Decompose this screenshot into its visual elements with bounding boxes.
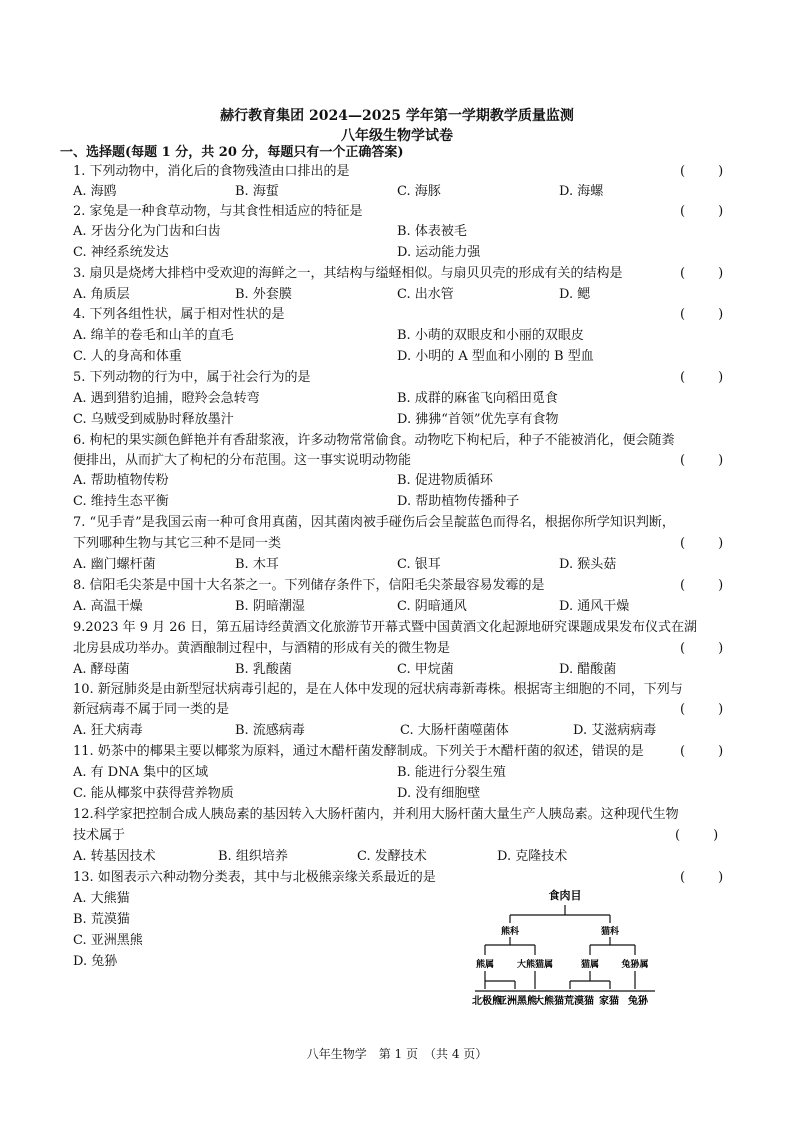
option-b: B. 阴暗潮湿 xyxy=(235,599,305,614)
option-c: C. 能从椰浆中获得营养物质 xyxy=(73,786,234,801)
question-stem: 11. 奶茶中的椰果主要以椰浆为原料，通过木醋杆菌发酵制成。下列关于木醋杆菌的叙述，错误的是 xyxy=(73,744,644,759)
question-stem: 2. 家兔是一种食草动物，与其食性相适应的特征是 xyxy=(73,204,363,219)
option-c: C. 海豚 xyxy=(397,184,441,199)
question-stem-cont: 下列哪种生物与其它三种不是同一类 xyxy=(73,536,282,551)
option-a: A. 幽门螺杆菌 xyxy=(73,557,156,572)
option-b: B. 小萌的双眼皮和小丽的双眼皮 xyxy=(397,328,584,343)
answer-paren: ( ) xyxy=(680,453,724,468)
option-d: D. 小明的 A 型血和小刚的 B 型血 xyxy=(397,349,594,364)
option-d: D. 海螺 xyxy=(559,184,604,199)
question-stem-cont: 便排出，从而扩大了枸杞的分布范围。这一事实说明动物能 xyxy=(73,453,412,468)
option-b: B. 能进行分裂生殖 xyxy=(397,765,506,780)
option-c: C. 出水管 xyxy=(397,287,454,302)
option-c: C. 甲烷菌 xyxy=(397,662,454,677)
option-b: B. 组织培养 xyxy=(218,849,288,864)
option-b: B. 体表被毛 xyxy=(397,224,467,239)
question-stem: 3. 扇贝是烧烤大排档中受欢迎的海鲜之一，其结构与缢蛏相似。与扇贝贝壳的形成有关的结构是 xyxy=(73,266,623,281)
option-a: A. 角质层 xyxy=(73,287,130,302)
question-stem: 7. “见手青”是我国云南一种可食用真菌，因其菌肉被手碰伤后会呈靛蓝色而得名，根据你所学知识判断， xyxy=(73,515,675,530)
option-a: A. 大熊猫 xyxy=(73,891,130,906)
option-a: A. 帮助植物传粉 xyxy=(73,473,169,488)
option-a: A. 牙齿分化为门齿和臼齿 xyxy=(73,224,221,239)
answer-paren: ( ) xyxy=(680,744,724,759)
option-b: B. 乳酸菌 xyxy=(235,662,292,677)
tree-species: 大熊猫 xyxy=(534,996,564,1007)
answer-paren: ( ) xyxy=(680,870,724,885)
option-d: D. 没有细胞壁 xyxy=(397,786,481,801)
tree-family: 猫科 xyxy=(600,927,620,937)
question-stem: 6. 枸杞的果实颜色鲜艳并有香甜浆液，许多动物常常偷食。动物吃下枸杞后，种子不能被消化，便会随粪 xyxy=(73,433,675,448)
option-a: A. 海鸥 xyxy=(73,184,117,199)
option-c: C. 神经系统发达 xyxy=(73,245,169,260)
option-a: A. 高温干燥 xyxy=(73,599,143,614)
answer-paren: ( ) xyxy=(680,204,724,219)
option-d: D. 鳃 xyxy=(559,287,591,302)
option-d: D. 运动能力强 xyxy=(397,245,481,260)
answer-paren: ( ) xyxy=(680,578,724,593)
tree-species: 兔狲 xyxy=(628,996,648,1007)
tree-root: 食肉目 xyxy=(548,889,582,902)
question-stem: 5. 下列动物的行为中，属于社会行为的是 xyxy=(73,370,311,385)
option-c: C. 大肠杆菌噬菌体 xyxy=(400,723,509,738)
option-b: B. 外套膜 xyxy=(235,287,292,302)
tree-species: 北极熊 xyxy=(472,996,502,1007)
question-stem-cont: 北房县成功举办。黄酒酿制过程中，与酒精的形成有关的微生物是 xyxy=(73,641,451,656)
tree-genus: 兔狲属 xyxy=(621,960,649,970)
option-d: D. 帮助植物传播种子 xyxy=(397,494,520,509)
exam-title: 赫行教育集团 2024—2025 学年第一学期教学质量监测 xyxy=(220,108,574,124)
option-d: D. 醋酸菌 xyxy=(559,662,617,677)
option-d: D. 通风干燥 xyxy=(559,599,630,614)
answer-paren: ( ) xyxy=(680,370,724,385)
tree-family: 熊科 xyxy=(500,927,520,937)
question-stem-cont: 技术属于 xyxy=(73,828,126,843)
question-stem: 13. 如图表示六种动物分类表，其中与北极熊亲缘关系最近的是 xyxy=(73,870,436,885)
option-b: B. 荒漠猫 xyxy=(73,912,130,927)
option-a: A. 酵母菌 xyxy=(73,662,130,677)
option-a: A. 转基因技术 xyxy=(73,849,156,864)
option-c: C. 维持生态平衡 xyxy=(73,494,169,509)
tree-genus: 大熊猫属 xyxy=(516,960,554,970)
answer-paren: ( ) xyxy=(680,266,724,281)
option-a: A. 有 DNA 集中的区域 xyxy=(73,765,209,780)
option-d: D. 狒狒“首领”优先享有食物 xyxy=(397,412,559,427)
tree-species: 荒漠猫 xyxy=(564,996,594,1007)
tree-species: 亚洲黑熊 xyxy=(497,996,537,1007)
question-stem: 4. 下列各组性状，属于相对性状的是 xyxy=(73,307,285,322)
answer-paren: ( ) xyxy=(680,536,724,551)
tree-species: 家猫 xyxy=(599,996,619,1007)
option-d: D. 猴头菇 xyxy=(559,557,617,572)
option-b: B. 流感病毒 xyxy=(235,723,305,738)
answer-paren: ( ) xyxy=(680,641,724,656)
option-c: C. 发酵技术 xyxy=(357,849,427,864)
page-footer: 八年生物学 第 1 页 （共 4 页） xyxy=(306,1047,488,1061)
tree-genus: 猫属 xyxy=(580,960,600,970)
option-a: A. 遇到猎豹追捕，瞪羚会急转弯 xyxy=(73,391,260,406)
answer-paren: ( ) xyxy=(680,164,724,179)
question-stem: 9.2023 年 9 月 26 日，第五届诗经黄酒文化旅游节开幕式暨中国黄酒文化起源地研究课题成果发布仪式在湖 xyxy=(73,620,697,635)
option-c: C. 亚洲黑熊 xyxy=(73,933,143,948)
option-d: D. 克隆技术 xyxy=(497,849,568,864)
option-c: C. 乌贼受到威胁时释放墨汁 xyxy=(73,412,234,427)
exam-subtitle: 八年级生物学试卷 xyxy=(341,128,453,144)
option-b: B. 木耳 xyxy=(235,557,279,572)
question-stem: 8. 信阳毛尖茶是中国十大名茶之一。下列储存条件下，信阳毛尖茶最容易发霉的是 xyxy=(73,578,545,593)
option-b: B. 海蜇 xyxy=(235,184,279,199)
question-stem-cont: 新冠病毒不属于同一类的是 xyxy=(73,702,230,717)
option-a: A. 狂犬病毒 xyxy=(73,723,143,738)
tree-genus: 熊属 xyxy=(475,960,495,970)
option-a: A. 绵羊的卷毛和山羊的直毛 xyxy=(73,328,234,343)
question-stem: 1. 下列动物中，消化后的食物残渣由口排出的是 xyxy=(73,164,350,179)
answer-paren: ( ) xyxy=(680,702,724,717)
question-stem: 10. 新冠肺炎是由新型冠状病毒引起的，是在人体中发现的冠状病毒新毒株。根据寄主细胞的不同，下列与 xyxy=(73,682,683,697)
option-b: B. 促进物质循环 xyxy=(397,473,493,488)
option-c: C. 阴暗通风 xyxy=(397,599,467,614)
option-d: D. 兔狲 xyxy=(73,954,118,969)
classification-tree xyxy=(470,885,660,1010)
option-d: D. 艾滋病病毒 xyxy=(573,723,657,738)
option-b: B. 成群的麻雀飞向稻田觅食 xyxy=(397,391,558,406)
option-c: C. 银耳 xyxy=(397,557,441,572)
option-c: C. 人的身高和体重 xyxy=(73,349,182,364)
section-heading: 一、选择题(每题 1 分，共 20 分，每题只有一个正确答案) xyxy=(60,145,404,160)
answer-paren: ( ) xyxy=(680,307,724,322)
answer-paren: ( ) xyxy=(675,828,719,843)
question-stem: 12.科学家把控制合成人胰岛素的基因转入大肠杆菌内，并利用大肠杆菌大量生产人胰岛素。这种现代生物 xyxy=(73,807,679,822)
